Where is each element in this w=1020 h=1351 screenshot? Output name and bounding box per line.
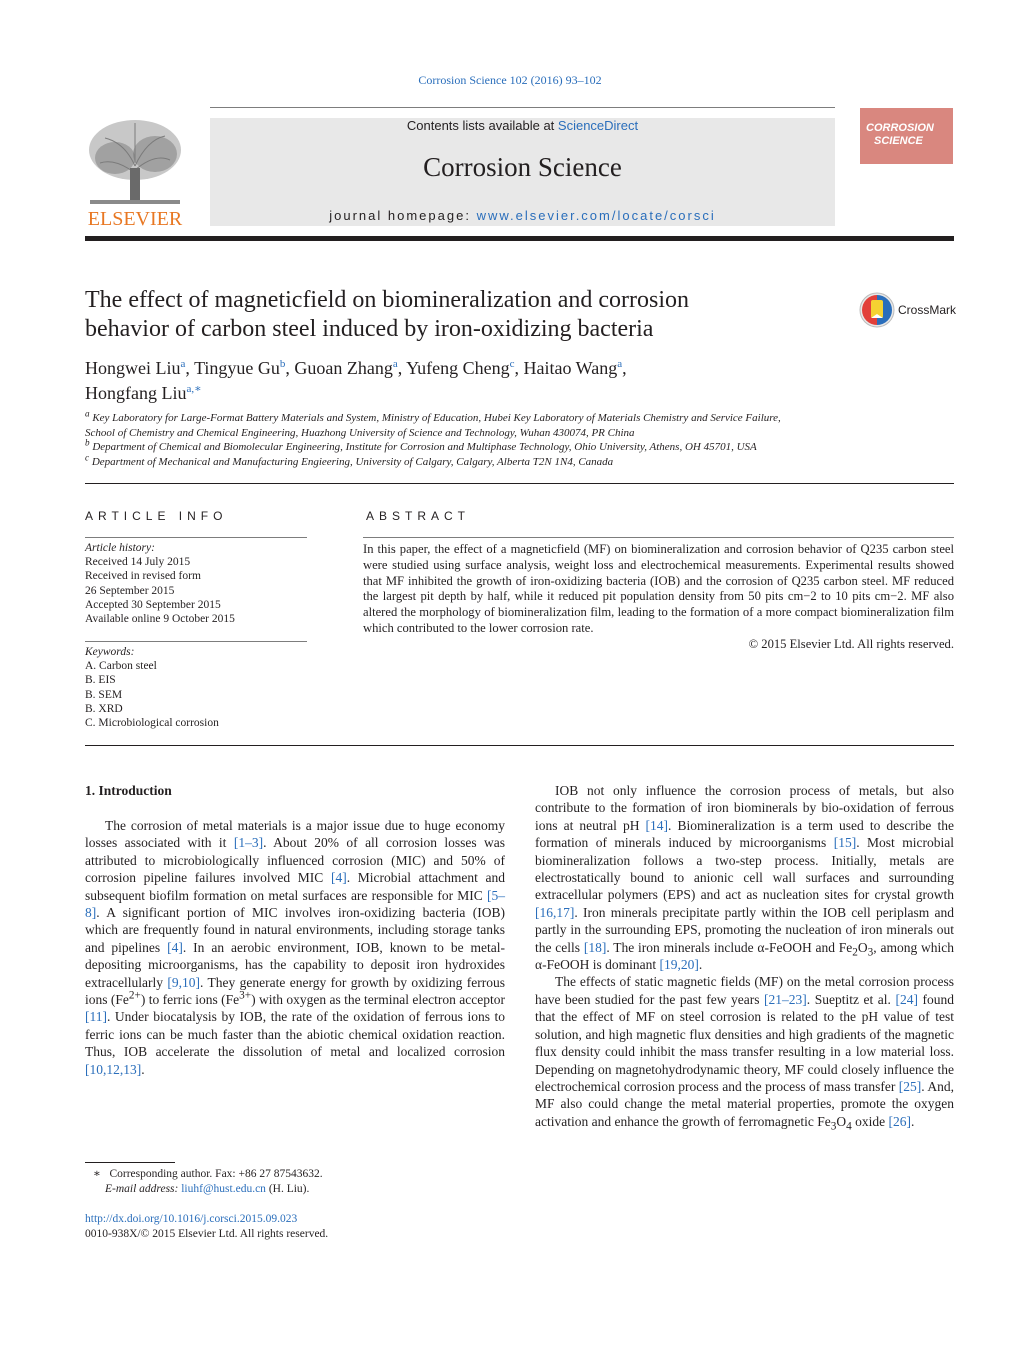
contents-prefix: Contents lists available at — [406, 118, 558, 133]
homepage-prefix: journal homepage: — [329, 208, 477, 223]
affiliations — [85, 408, 955, 469]
abstract-heading: ABSTRACT — [366, 509, 471, 523]
reference-link[interactable]: [15] — [833, 835, 857, 851]
reference-link[interactable]: [16,17] — [535, 904, 575, 920]
paragraph: IOB not only influence the corrosion process of metals, but also contribute to the formation of iron biominerals by bio-oxidation of ferrous ions at neutral pH [14]. Biomineralization is a term used to describe the formation of minerals induced by microorganisms [15]. Most microbial biomineralization follows a two-step process. Initially, metals are electrostatically bound to anionic cell wall surfaces and surrounding extracellular polymers (EPS) and act as nucleation sites for crystal growth [16,17]. Iron minerals precipitate partly within the IOB cell periplasm and partly in the surrounding EPS, promoting the nucleation of iron minerals out the cells [18]. The iron minerals include α-FeOOH and $Fe_2O_3$, among which α-FeOOH is dominant [19,20]. — [535, 783, 954, 973]
journal-title: Corrosion Science — [423, 152, 622, 182]
affiliation: $^a$ Key Laboratory for Large-Format Battery Materials and System, Ministry of Education, Hubei Key Laboratory of Materials Chemistry and Service Failure, — [85, 408, 781, 424]
journal-citation[interactable]: Corrosion Science 102 (2016) 93–102 — [418, 73, 602, 87]
journal-cover — [860, 108, 953, 228]
reference-link[interactable]: [25] — [898, 1078, 922, 1094]
history-item: Accepted 30 September 2015 — [85, 598, 221, 611]
author[interactable]: Yufeng Cheng$^c$ — [406, 358, 515, 378]
elsevier-tree-icon — [85, 118, 185, 228]
history-item: 26 September 2015 — [85, 584, 175, 597]
keyword: A. Carbon steel — [85, 660, 157, 673]
article-info-heading: ARTICLE INFO — [85, 509, 228, 523]
doi-link[interactable]: http://dx.doi.org/10.1016/j.corsci.2015.09.023 — [85, 1213, 298, 1225]
reference-link[interactable]: [11] — [85, 1009, 107, 1025]
author[interactable]: Tingyue Gu$^b$ — [194, 358, 286, 378]
reference-link[interactable]: [24] — [895, 991, 918, 1007]
author[interactable]: Guoan Zhang$^a$ — [294, 358, 398, 378]
abstract-copyright: © 2015 Elsevier Ltd. All rights reserved. — [748, 637, 954, 651]
keyword: B. SEM — [85, 688, 123, 701]
keyword: C. Microbiological corrosion — [85, 717, 219, 730]
cover-title: CORROSION SCIENCE — [866, 122, 934, 147]
footnote — [85, 1167, 505, 1196]
issn-line: 0010-938X/© 2015 Elsevier Ltd. All rights reserved. — [85, 1227, 329, 1240]
history-item: Received 14 July 2015 — [85, 556, 191, 569]
email-line: E-mail address: liuhf@hust.edu.cn (H. Liu). — [105, 1182, 310, 1195]
history-item: Received in revised form — [85, 570, 201, 583]
section-heading: 1. Introduction — [85, 783, 172, 798]
cover-image — [860, 108, 953, 164]
history-label: Article history: — [85, 542, 155, 554]
crossmark-badge[interactable] — [858, 291, 958, 331]
header-thick-rule — [85, 236, 954, 241]
reference-link[interactable]: [18] — [583, 939, 607, 955]
body-column-right — [535, 782, 954, 1133]
history-item: Available online 9 October 2015 — [85, 613, 235, 626]
doi-block — [85, 1212, 328, 1241]
affiliation: $^b$ Department of Chemical and Biomolecular Engineering, Institute for Corrosion and Multiphase Technology, Ohio University, Athens, OH 45701, USA — [85, 437, 757, 453]
reference-link[interactable]: [1–3] — [233, 835, 264, 851]
author-list: Hongwei Liu$^a$, Tingyue Gu$^b$, Guoan Zhang$^a$, Yufeng Cheng$^c$, Haitao Wang$^a$, Hongfang Liu$^{a,∗}$ — [85, 358, 627, 403]
affiliation: School of Chemistry and Chemical Engineering, Huazhong University of Science and Technology, Wuhan 430074, PR China — [85, 426, 635, 439]
reference-link[interactable]: [4] — [167, 939, 183, 955]
corresponding-author: ∗ Corresponding author. Fax: +86 27 87543632. — [93, 1168, 323, 1180]
journal-banner — [210, 118, 835, 226]
divider — [85, 745, 954, 746]
email-link[interactable]: liuhf@hust.edu.cn — [181, 1182, 266, 1195]
header-rule — [210, 107, 835, 108]
reference-link[interactable]: [14] — [645, 817, 669, 833]
divider — [363, 537, 954, 538]
article-title: The effect of magneticfield on biomineralization and corrosion behavior of carbon steel induced by iron-oxidizing bacteria — [85, 287, 689, 342]
abstract-text: In this paper, the effect of a magneticfield (MF) on biomineralization and corrosion behavior of Q235 carbon steel were studied using surface analysis, weight loss and electrochemical measurements. Experimental results showed that MF inhibited the growth of iron-oxidizing bacteria (IOB) and the corrosion of Q235 carbon steel. MF reduced the largest pit depth by half, while it reduced pit population density from 50 pits cm−2 to 10 pits cm−2. MF also altered the morphology of biomineralization film, leading to the formation of a more compact biomineralization film which contributed to the lower corrosion rate. — [363, 542, 954, 635]
divider — [85, 641, 307, 642]
crossmark-icon — [858, 291, 896, 329]
keyword: B. XRD — [85, 702, 123, 715]
reference-link[interactable]: [19,20] — [659, 957, 699, 973]
keyword: B. EIS — [85, 674, 116, 687]
reference-link[interactable]: [5–8] — [85, 887, 505, 921]
reference-link[interactable]: [10,12,13] — [85, 1061, 142, 1077]
homepage-link[interactable]: www.elsevier.com/locate/corsci — [476, 208, 716, 223]
divider — [85, 537, 307, 538]
crossmark-label: CrossMark — [898, 303, 957, 317]
footnote-rule — [85, 1162, 175, 1163]
affiliation: $^c$ Department of Mechanical and Manufacturing Engieering, University of Calgary, Calgary, Alberta T2N 1N4, Canada — [85, 451, 614, 468]
reference-link[interactable]: [9,10] — [167, 974, 200, 990]
author[interactable]: Haitao Wang$^a$ — [523, 358, 623, 378]
paragraph: The corrosion of metal materials is a major issue due to huge economy losses associated with it [1–3]. About 20% of all corrosion losses was attributed to microbiologically influenced corrosion (MIC) and 50% of corrosion pipeline failures involved MIC [4]. Microbial attachment and subsequent biofilm formation on metal surfaces are responsible for MIC [5–8]. A significant portion of MIC involves iron-oxidizing bacteria (IOB) which are frequently found in natural environments, including storage tanks and pipelines [4]. In an aerobic environment, IOB, known to be metal-depositing microorganisms, has the capability to deposit iron hydroxides extracellularly [9,10]. They generate energy for growth by oxidizing ferrous ions $(Fe^{2+})$ to ferric ions $(Fe^{3+})$ with oxygen as the terminal electron acceptor [11]. Under biocatalysis by IOB, the rate of the oxidation of ferrous ions to ferric ions can be much faster than the abiotic chemical oxidation reaction. Thus, IOB accelerate the dissolution of metal and localized corrosion [10,12,13]. — [85, 818, 506, 1077]
publisher-name: ELSEVIER — [87, 208, 183, 228]
keywords-label: Keywords: — [85, 646, 135, 658]
body-column-left — [85, 817, 505, 1078]
reference-link[interactable]: [26] — [888, 1113, 912, 1129]
keywords — [85, 645, 307, 730]
reference-link[interactable]: [21–23] — [764, 991, 807, 1007]
paragraph: The effects of static magnetic fields (MF) on the metal corrosion process have been studied for the past few years [21–23]. Sueptitz et al. [24] found that the effect of MF on steel corrosion is related to the pH value of test solution, and high magnetic flux densities and high gradients of the magnetic flux density could inhibit the mass transfer resulting in a low material loss. Depending on magnetohydrodynamic theory, MF could closely influence the electrochemical corrosion process and the process of mass transfer [25]. And, MF also could change the metal material properties, promote the oxygen activation and enhance the growth of ferromagnetic $Fe_3O_4$ oxide [26]. — [535, 974, 954, 1133]
sciencedirect-link[interactable]: ScienceDirect — [557, 118, 639, 133]
reference-link[interactable]: [4] — [330, 870, 347, 886]
article-history — [85, 541, 307, 626]
journal-homepage — [210, 208, 835, 223]
author[interactable]: Hongfang Liu$^{a,∗}$ — [85, 383, 202, 403]
contents-line — [210, 118, 835, 133]
elsevier-logo — [85, 118, 185, 228]
divider — [85, 483, 954, 484]
author[interactable]: Hongwei Liu$^a$ — [85, 358, 186, 378]
